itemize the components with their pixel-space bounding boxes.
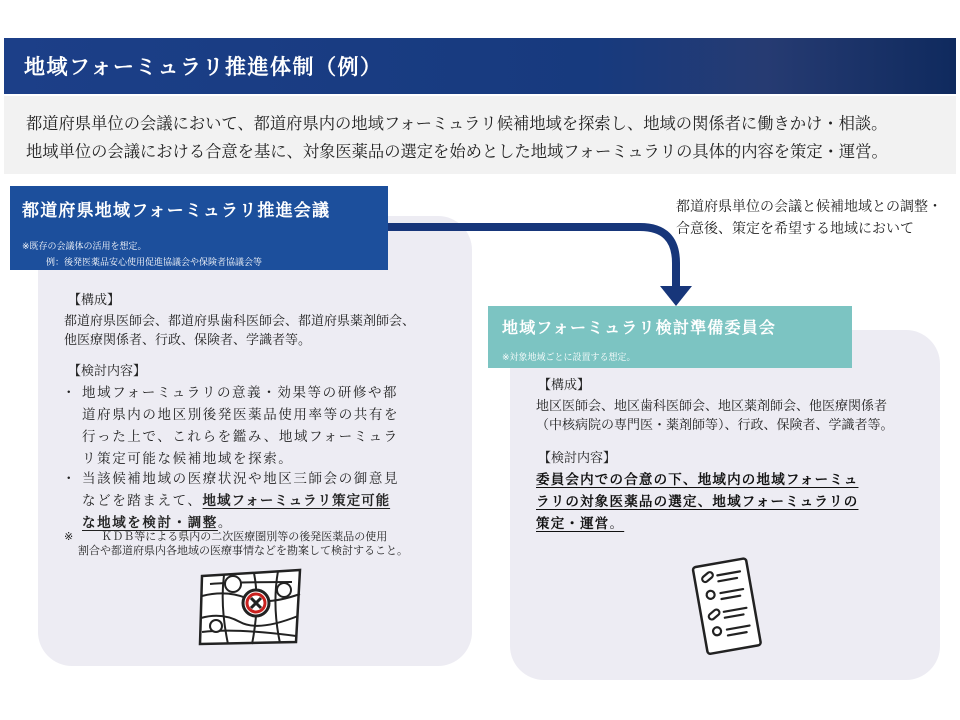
prefecture-review-head: 【検討内容】 [68,364,147,379]
prefecture-council-note: ※既存の会議体の活用を想定。 [22,242,147,252]
prefecture-composition-head: 【構成】 [68,293,121,308]
intro-box [4,96,956,174]
bullet-1-line-4: リ策定可能な候補地域を探索。 [82,451,294,467]
prefecture-council-header [10,186,388,270]
title-bar [4,38,956,94]
bullet-dot: ・ [62,385,76,401]
footnote-text-1: ＫＤＢ等による県内の二次医療圏別等の後発医薬品の使用 [101,530,388,543]
bullet-2-line-1: 当該候補地域の医療状況や地区三師会の御意見 [82,471,400,487]
committee-composition-line-1: 地区医師会、地区歯科医師会、地区薬剤師会、他医療関係者 [536,399,888,414]
local-committee-header [488,306,852,368]
committee-review-text [536,469,858,535]
local-committee-title: 地域フォーミュラリ検討準備委員会 [502,318,777,337]
intro-line-1: 都道府県単位の会議において、都道府県内の地域フォーミュラリ候補地域を探索し、地域の関係者に働きかけ・相談。 [26,114,888,133]
map-marker-icon [196,566,306,652]
flow-condition-line-1: 都道府県単位の会議と候補地域との調整・ [676,199,942,215]
prefecture-council-title: 都道府県地域フォーミュラリ推進会議 [22,201,331,221]
prefecture-footnote [64,530,408,558]
bullet-2-tail: 。 [217,515,234,531]
committee-composition [536,397,894,435]
bullet-1-line-2: 道府県内の地区別後発医薬品使用率等の共有を [82,407,400,423]
bullet-2-line-2 [82,490,399,512]
flow-condition-line-2: 合意後、策定を希望する地域において [676,221,914,237]
local-committee-note: ※対象地域ごとに設置する想定。 [502,353,636,363]
bullet-1-line-1: 地域フォーミュラリの意義・効果等の研修や都 [82,385,399,401]
prefecture-composition [64,312,415,350]
footnote-line-1 [64,530,408,544]
page-title: 地域フォーミュラリ推進体制（例） [24,55,383,79]
committee-review-head: 【検討内容】 [538,451,617,466]
committee-review-line-2: ラリの対象医薬品の選定、地域フォーミュラリの [536,494,859,510]
committee-composition-line-2: （中核病院の専門医・薬剤師等）、行政、保険者、学識者等。 [536,418,894,433]
committee-review-line-1: 委員会内での合意の下、地域内の地域フォーミュ [536,472,859,488]
bullet-dot: ・ [62,471,76,487]
bullet-2-emphasis-1: 地域フォーミュラリ策定可能 [202,493,391,509]
flow-condition [676,196,942,240]
footnote-line-2: 割合や都道府県内各地域の医療事情などを勘案して検討すること。 [78,544,408,557]
committee-review-emphasis: 策定・運営 [536,516,610,532]
committee-composition-head: 【構成】 [538,378,591,393]
committee-review-tail: 。 [609,516,625,532]
footnote-mark: ※ [64,530,74,543]
committee-review-line-3 [536,513,858,535]
bullet-1-line-3: 行った上で、これらを鑑み、地域フォーミュラ [82,429,399,445]
prefecture-composition-line-2: 他医療関係者、行政、保険者、学識者等。 [64,333,312,348]
intro-line-2: 地域単位の会議における合意を基に、対象医薬品の選定を始めとした地域フォーミュラリの具体的内容を策定・運営。 [26,142,888,161]
drug-list-icon [688,554,768,664]
bullet-2-emphasis-2: な地域を検討・調整 [82,515,218,531]
prefecture-composition-line-1: 都道府県医師会、都道府県歯科医師会、都道府県薬剤師会、 [64,314,416,329]
prefecture-council-example: 例：後発医薬品安心使用促進協議会や保険者協議会等 [46,258,263,268]
bullet-2-plain: などを踏まえて、 [82,493,203,509]
